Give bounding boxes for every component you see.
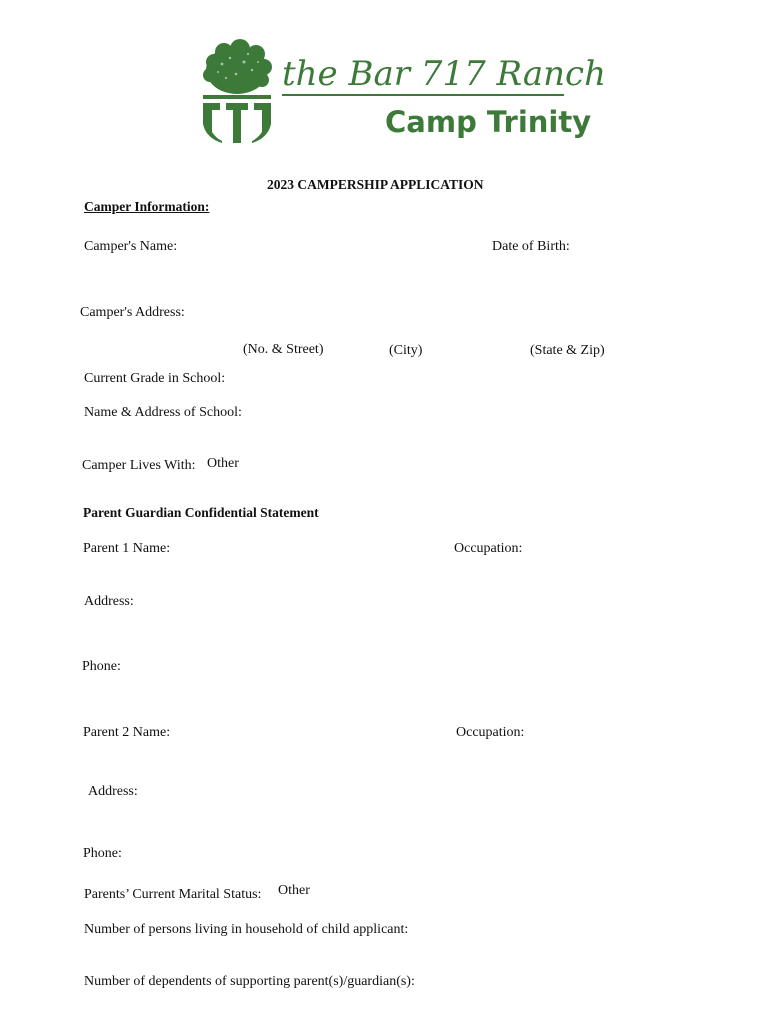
tree-emblem-icon bbox=[200, 40, 606, 150]
parent1-name-label: Parent 1 Name: bbox=[83, 541, 171, 556]
campers-name-field[interactable] bbox=[190, 238, 480, 256]
parent2-phone-field[interactable] bbox=[128, 845, 388, 863]
parent2-address-field[interactable] bbox=[146, 783, 716, 801]
school-name-address-field[interactable] bbox=[256, 404, 716, 422]
camp-logo bbox=[200, 40, 606, 150]
form-title: 2023 CAMPERSHIP APPLICATION bbox=[267, 177, 484, 192]
parent2-occupation-field[interactable] bbox=[534, 724, 724, 742]
parent2-name-field[interactable] bbox=[180, 724, 440, 742]
parent2-occupation-label: Occupation: bbox=[456, 725, 525, 740]
household-persons-field[interactable] bbox=[424, 921, 544, 939]
parent1-phone-label: Phone: bbox=[82, 659, 121, 674]
campers-name-label: Camper's Name: bbox=[84, 239, 178, 254]
address-hint-street: (No. & Street) bbox=[243, 342, 324, 357]
parent2-address-label: Address: bbox=[88, 784, 138, 799]
campers-address-label: Camper's Address: bbox=[80, 305, 185, 320]
address-hint-city: (City) bbox=[389, 343, 423, 358]
household-persons-label: Number of persons living in household of child applicant: bbox=[84, 922, 409, 937]
parent-section-heading: Parent Guardian Confidential Statement bbox=[83, 505, 319, 520]
parent1-occupation-field[interactable] bbox=[532, 540, 722, 558]
current-grade-label: Current Grade in School: bbox=[84, 371, 226, 386]
marital-status-label: Parents’ Current Marital Status: bbox=[84, 887, 262, 902]
parent1-name-field[interactable] bbox=[180, 540, 440, 558]
dependents-field[interactable] bbox=[432, 973, 552, 991]
campers-address-field[interactable] bbox=[200, 304, 720, 322]
current-grade-field[interactable] bbox=[240, 370, 540, 388]
school-name-address-label: Name & Address of School: bbox=[84, 405, 242, 420]
logo-camp-name: Camp Trinity bbox=[385, 105, 592, 139]
camper-lives-with-value[interactable]: Other bbox=[207, 456, 239, 471]
address-hint-state-zip: (State & Zip) bbox=[530, 343, 605, 358]
date-of-birth-field[interactable] bbox=[580, 238, 730, 256]
parent2-phone-label: Phone: bbox=[83, 846, 122, 861]
parent2-name-label: Parent 2 Name: bbox=[83, 725, 171, 740]
parent1-occupation-label: Occupation: bbox=[454, 541, 523, 556]
logo-script-text: the Bar 717 Ranch bbox=[282, 54, 606, 94]
dependents-label: Number of dependents of supporting parent(s)/guardian(s): bbox=[84, 974, 415, 989]
marital-status-value[interactable]: Other bbox=[278, 883, 310, 898]
camper-lives-with-label: Camper Lives With: bbox=[82, 458, 196, 473]
parent1-phone-field[interactable] bbox=[128, 658, 388, 676]
date-of-birth-label: Date of Birth: bbox=[492, 239, 570, 254]
parent1-address-field[interactable] bbox=[142, 593, 712, 611]
camper-section-heading: Camper Information: bbox=[84, 199, 210, 214]
parent1-address-label: Address: bbox=[84, 594, 134, 609]
